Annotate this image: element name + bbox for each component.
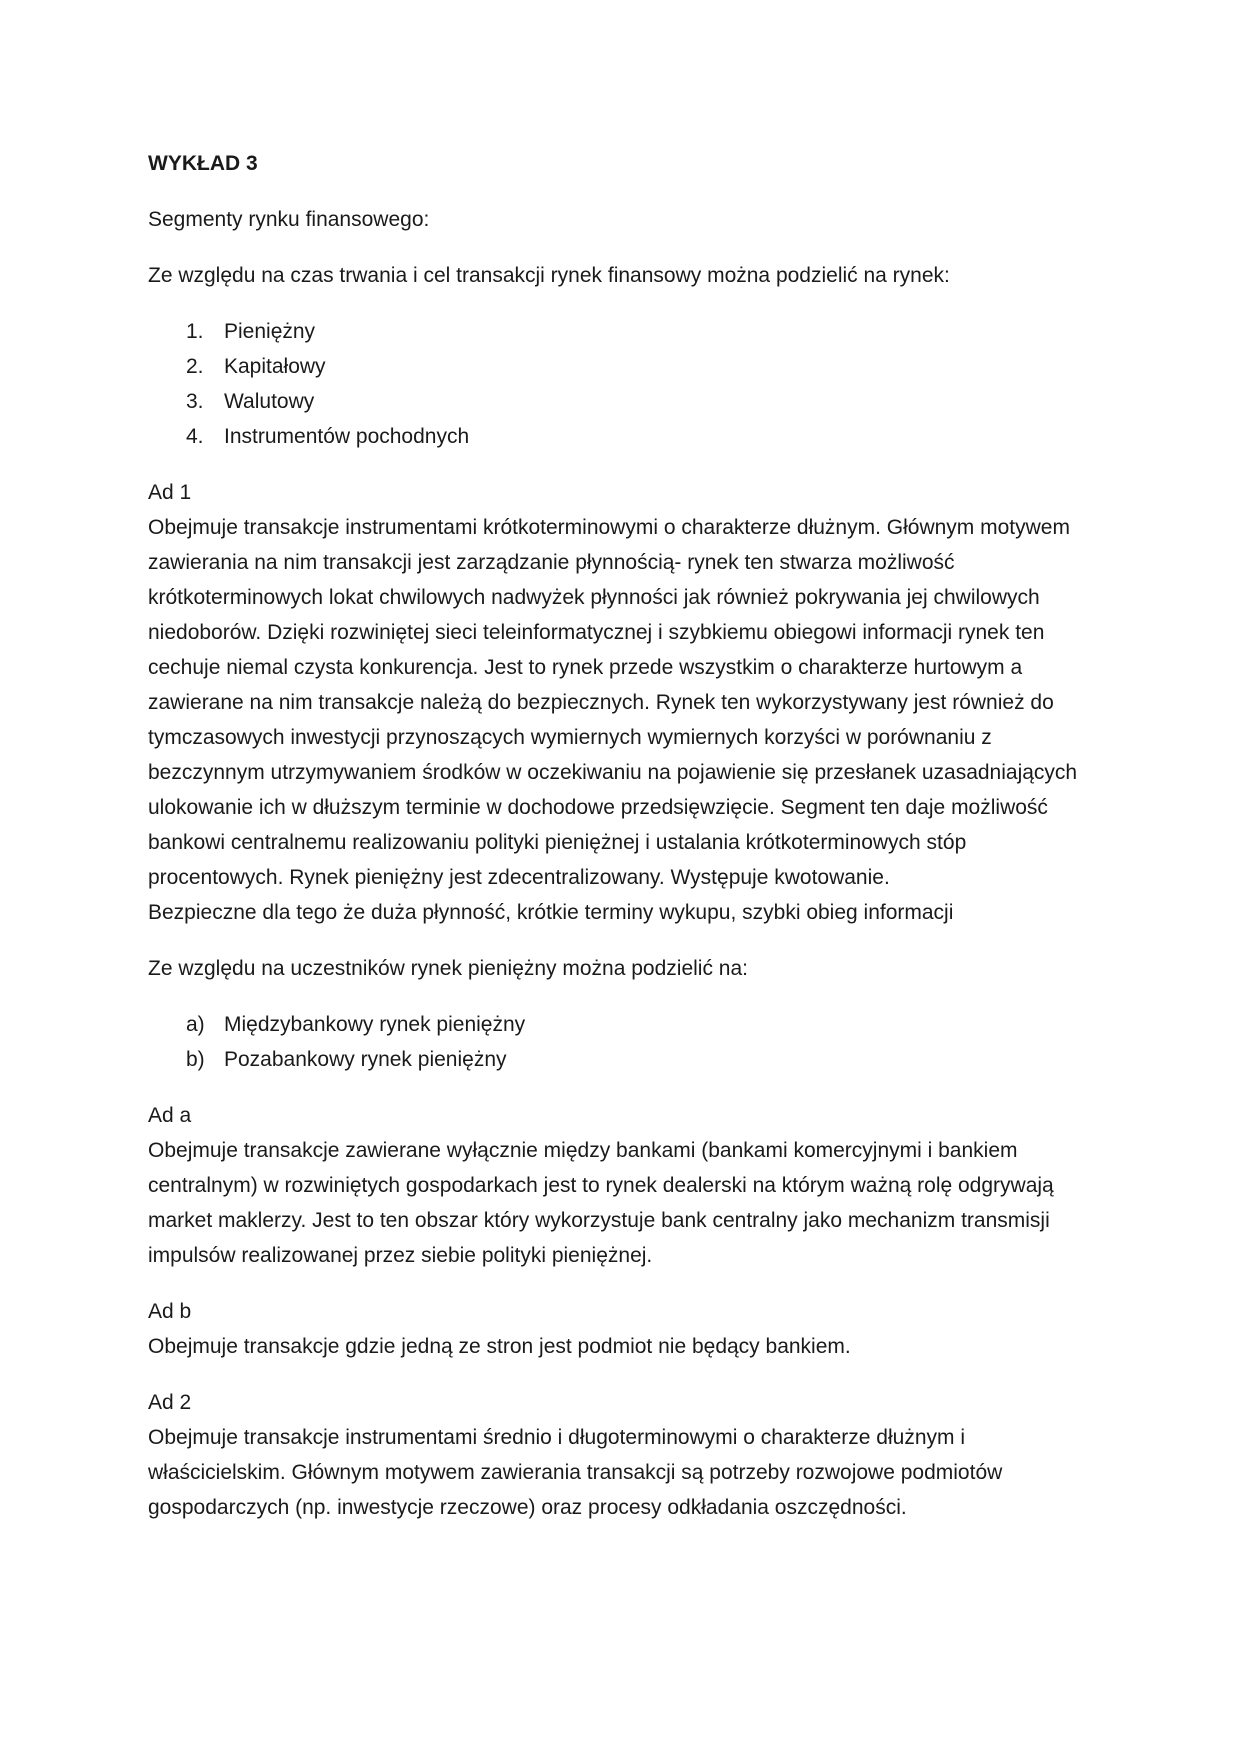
- page-title: WYKŁAD 3: [148, 152, 258, 175]
- section-ad2: [148, 1385, 1098, 1525]
- section-heading: Ad b: [148, 1300, 192, 1323]
- section-body: Obejmuje transakcje instrumentami krótkoterminowymi o charakterze dłużnym. Głównym motywem zawierania na nim transakcji jest zarządzanie płynnością- rynek ten stwarza możliwość krótkoterminowych lokat chwilowych nadwyżek płynności jak również pokrywania jej chwilowych niedoborów. Dzięki rozwiniętej sieci teleinformatycznej i szybkiemu obiegowi informacji rynek ten cechuje niemal czysta konkurencja. Jest to rynek przede wszystkim o charakterze hurtowym a zawierane na nim transakcje należą do bezpiecznych. Rynek ten wykorzystywany jest również do tymczasowych inwestycji przynoszących wymiernych wymiernych korzyści w porównaniu z bezczynnym utrzymywaniem środków w oczekiwaniu na pojawienie się przesłanek uzasadniających ulokowanie ich w dłuższym terminie w dochodowe przedsięwzięcie. Segment ten daje możliwość bankowi centralnemu realizowaniu polityki pieniężnej i ustalania krótkoterminowych stóp procentowych. Rynek pieniężny jest zdecentralizowany. Występuje kwotowanie.: [148, 516, 1078, 889]
- list-item: [148, 419, 1098, 454]
- list-item-label: Walutowy: [224, 390, 315, 413]
- section-ad1: [148, 475, 1098, 930]
- section-extra: Bezpieczne dla tego że duża płynność, krótkie terminy wykupu, szybki obieg informacji: [148, 901, 954, 924]
- section-ad-b: [148, 1294, 1098, 1364]
- section-body: Obejmuje transakcje gdzie jedną ze stron jest podmiot nie będący bankiem.: [148, 1335, 851, 1358]
- section-body: Obejmuje transakcje instrumentami średnio i długoterminowymi o charakterze dłużnym i właścicielskim. Głównym motywem zawierania transakcji są potrzeby rozwojowe podmiotów gospodarczych (np. inwestycje rzeczowe) oraz procesy odkładania oszczędności.: [148, 1426, 1003, 1519]
- section-heading: Ad 2: [148, 1391, 192, 1414]
- list-marker: a): [186, 1013, 205, 1036]
- split-intro-text: Ze względu na czas trwania i cel transakcji rynek finansowy można podzielić na rynek:: [148, 264, 950, 287]
- section-ad-a: [148, 1098, 1098, 1273]
- list-item-label: Instrumentów pochodnych: [224, 425, 470, 448]
- list-item-label: Pozabankowy rynek pieniężny: [224, 1048, 507, 1071]
- document-page: [148, 146, 1098, 1525]
- list-item-label: Kapitałowy: [224, 355, 326, 378]
- section-body: Obejmuje transakcje zawierane wyłącznie między bankami (bankami komercyjnymi i bankiem centralnym) w rozwiniętych gospodarkach jest to rynek dealerski na którym ważną rolę odgrywają market maklerzy. Jest to ten obszar który wykorzystuje bank centralny jako mechanizm transmisji impulsów realizowanej przez siebie polityki pieniężnej.: [148, 1139, 1054, 1267]
- list-item: [148, 314, 1098, 349]
- list-item-label: Międzybankowy rynek pieniężny: [224, 1013, 526, 1036]
- list-item: [148, 1042, 1098, 1077]
- list-item-label: Pieniężny: [224, 320, 316, 343]
- list-item: [148, 349, 1098, 384]
- list-marker: 1.: [186, 320, 204, 343]
- list-marker: 3.: [186, 390, 204, 413]
- section-heading: Ad a: [148, 1104, 192, 1127]
- list-marker: b): [186, 1048, 205, 1071]
- participants-intro-text: Ze względu na uczestników rynek pieniężny można podzielić na:: [148, 957, 748, 980]
- list-marker: 2.: [186, 355, 204, 378]
- list-item: [148, 384, 1098, 419]
- money-market-type-list: [148, 1007, 1098, 1077]
- list-marker: 4.: [186, 425, 204, 448]
- intro-text: Segmenty rynku finansowego:: [148, 208, 430, 231]
- list-item: [148, 1007, 1098, 1042]
- section-heading: Ad 1: [148, 481, 192, 504]
- market-list: [148, 314, 1098, 454]
